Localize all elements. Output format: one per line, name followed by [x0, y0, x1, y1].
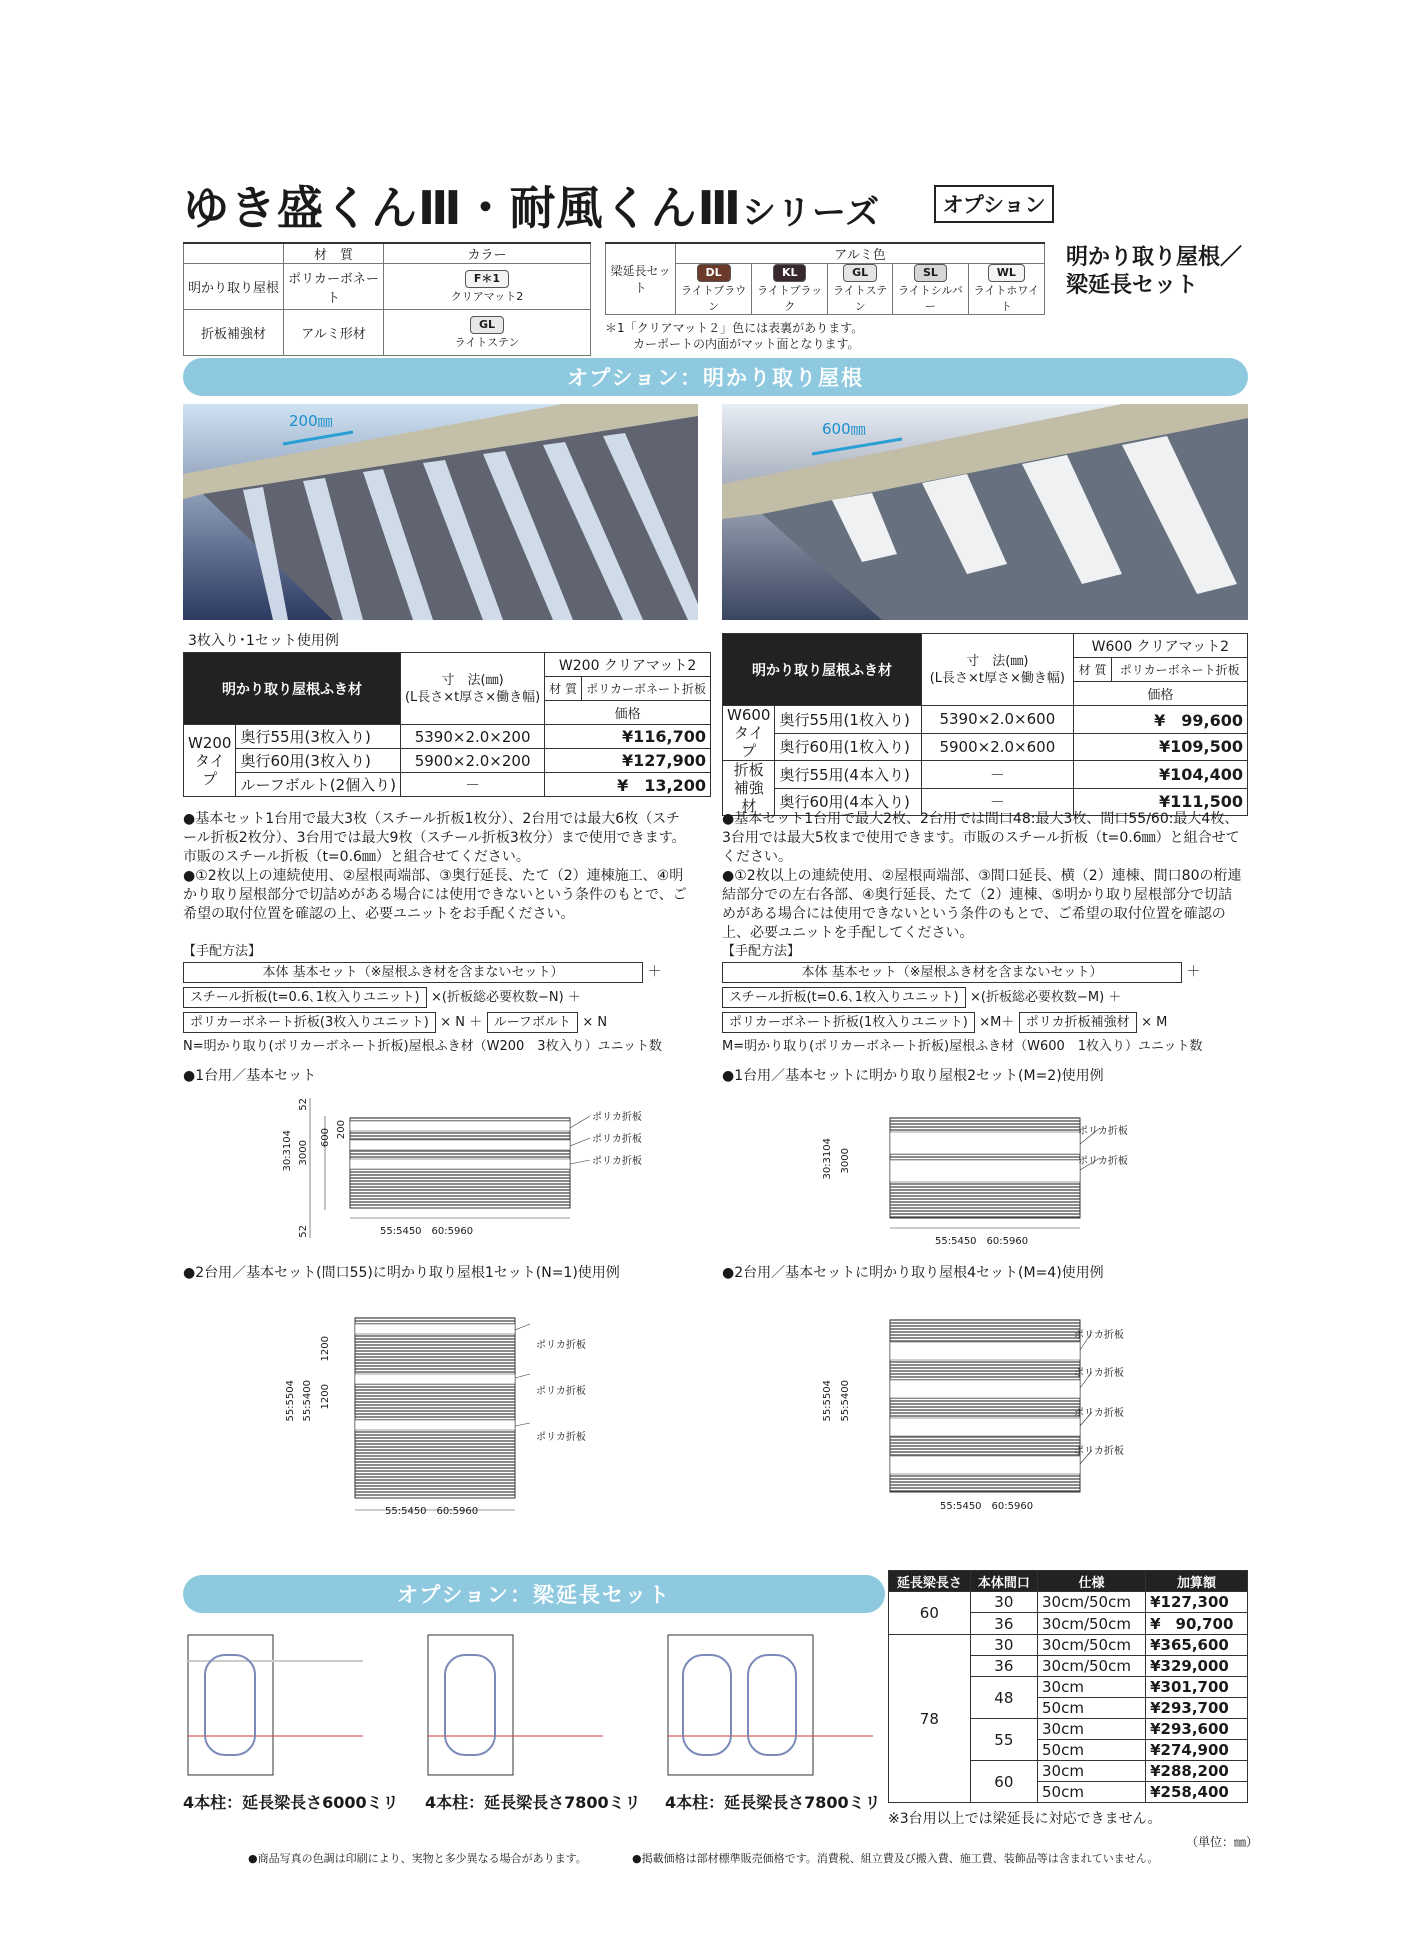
label-200-1: 200: [336, 1120, 347, 1140]
price-table-w600: 明かり取り屋根ふき材 寸 法(㎜) (L長さ×t厚さ×働き幅) W600 クリアマット2 材 質 ポリカーボネート折板 価格 W600タイプ 奥行55用(1枚入り) 5390×2.0×600 ¥ 99,600 奥行60用(1枚入り) 5900×2.0×600 ¥109,500 折板補強材 奥行55用(4本入り) － ¥104,400 奥行60用(4本入り) － ¥111,500: [722, 633, 1248, 816]
label-600-1: 600: [320, 1128, 331, 1148]
color-swatch-kl: KL: [773, 264, 807, 282]
footer-right: ●掲載価格は部材標準販売価格です。消費税、組立費及び搬入費、施工費、装飾品等は含まれていません。: [632, 1852, 1159, 1865]
label-polika-7: ポリカ折板: [536, 1386, 586, 1397]
diagram-right-1: [830, 1088, 1130, 1248]
photo-skylight-w600: [722, 404, 1248, 620]
left-order-method: 【手配方法】 本体 基本セット（※屋根ふき材を含まないセット） ＋ スチール折板(t=0.6､1枚入りユニット) ×(折板総必要枚数−N) ＋ ポリカーボネート折板(3枚入りユニット) × N ＋ ルーフボルト × N N=明かり取り(ポリカーボネート折板)屋根ふき材（W200 3枚入り）ユニット数: [183, 944, 663, 1054]
beam-drawings: [183, 1630, 883, 1780]
label-polika-4: ポリカ折板: [1078, 1126, 1128, 1137]
right-notes: ●基本セット1台用で最大2枚、2台用では間口48:最大3枚、間口55/60:最大4枚、3台用では最大5枚まで使用できます。市販のスチール折板（t=0.6㎜）と組合せてください。 ●①2枚以上の連続使用、②屋根両端部、③間口延長、横（2）連棟、間口80の桁連結部分での左右各部、④奥行延長、たて（2）連棟、⑤明かり取り屋根部分で切詰めがある場合には使用できないという条件のもとで、ご希望の取付位置を確認の上、必要ユニットを手配してください。: [722, 811, 1242, 941]
label-width-1: 55:5450 60:5960: [380, 1226, 474, 1237]
label-height-3: 55:5504: [285, 1380, 296, 1422]
color-swatch-gl: GL: [843, 264, 877, 282]
label-polika-1: ポリカ折板: [592, 1112, 642, 1123]
banner-beam-extension: オプション：梁延長セット: [183, 1575, 885, 1613]
label-polika-10: ポリカ折板: [1074, 1368, 1124, 1379]
label-polika-2: ポリカ折板: [592, 1134, 642, 1145]
diagram-title-left-2: ●2台用／基本セット(間口55)に明かり取り屋根1セット(N=1)使用例: [183, 1265, 620, 1281]
label-polika-11: ポリカ折板: [1074, 1408, 1124, 1419]
label-height-4: 55:5504: [822, 1380, 833, 1422]
label-height-2: 30:3104: [822, 1138, 833, 1180]
beam-color-table: 梁延長セット アルミ色 DL ライトブラウン KL ライトブラック GL ライトステン SL ライトシルバー WL ライトホワイト: [605, 242, 1045, 315]
label-polika-6: ポリカ折板: [536, 1340, 586, 1351]
footer-left: ●商品写真の色調は印刷により、実物と多少異なる場合があります。: [248, 1852, 587, 1865]
label-edge-1a: 52: [298, 1098, 309, 1111]
label-inner-1: 3000: [298, 1140, 309, 1166]
right-order-method: 【手配方法】 本体 基本セット（※屋根ふき材を含まないセット） ＋ スチール折板(t=0.6､1枚入りユニット) ×(折板総必要枚数−M) ＋ ポリカーボネート折板(1枚入りユニット) ×M＋ ポリカ折板補強材 × M M=明かり取り(ポリカーボネート折板)屋根ふき材（W600 1枚入り）ユニット数: [722, 944, 1203, 1054]
label-polika-9: ポリカ折板: [1074, 1330, 1124, 1341]
svg-text:200㎜: 200㎜: [289, 412, 333, 430]
beam-caption-2: 4本柱：延長梁長さ7800ミリ: [425, 1793, 641, 1812]
label-polika-12: ポリカ折板: [1074, 1446, 1124, 1457]
diagram-left-2: [290, 1288, 630, 1528]
label-width-2: 55:5450 60:5960: [935, 1236, 1029, 1247]
label-inner-4: 55:5400: [840, 1380, 851, 1422]
label-edge-1b: 52: [298, 1225, 309, 1238]
label-polika-8: ポリカ折板: [536, 1432, 586, 1443]
diagram-title-right-1: ●1台用／基本セットに明かり取り屋根2セット(M=2)使用例: [722, 1068, 1104, 1084]
price-table-w200: 明かり取り屋根ふき材 寸 法(㎜) (L長さ×t厚さ×働き幅) W200 クリアマット2 材 質 ポリカーボネート折板 価格 W200タイプ 奥行55用(3枚入り) 5390×2.0×200 ¥116,700 奥行60用(3枚入り) 5900×2.0×200 ¥127,900 ルーフボルト(2個入り) － ¥ 13,200: [183, 652, 711, 797]
label-height-1: 30:3104: [282, 1130, 293, 1172]
color-swatch-dl: DL: [697, 264, 731, 282]
beam-price-table: 延長梁長さ 本体間口 仕様 加算額 60 30 30cm/50cm ¥127,300 36 30cm/50cm ¥ 90,700 78 30 30cm/50cm ¥365,600 36 30cm/50cm ¥329,000 48 30cm ¥301,700 50cm ¥293,700 55 30cm ¥293,600 50cm ¥274,900 60 30cm ¥288,200 50cm ¥258,400: [888, 1570, 1248, 1803]
label-polika-3: ポリカ折板: [592, 1156, 642, 1167]
label-inner-2: 3000: [840, 1148, 851, 1174]
beam-caption-1: 4本柱：延長梁長さ6000ミリ: [183, 1793, 399, 1812]
color-note: ＊1「クリアマット２」色には表裏があります。 カーポートの内面がマット面となります。: [605, 321, 864, 351]
svg-text:600㎜: 600㎜: [822, 420, 866, 438]
diagram-title-right-2: ●2台用／基本セットに明かり取り屋根4セット(M=4)使用例: [722, 1265, 1104, 1281]
side-title: 明かり取り屋根／ 梁延長セット: [1066, 245, 1243, 298]
banner-skylight: オプション：明かり取り屋根: [183, 358, 1248, 396]
page-title: ゆき盛くんⅢ・耐風くんⅢシリーズ: [183, 181, 881, 235]
label-1200-2: 1200: [320, 1384, 331, 1410]
photo-skylight-w200: [183, 404, 698, 620]
label-width-4: 55:5450 60:5960: [940, 1501, 1034, 1512]
beam-note: ※3台用以上では梁延長に対応できません。: [888, 1811, 1162, 1827]
option-badge: オプション: [934, 185, 1054, 223]
unit-note: （単位：㎜）: [1186, 1835, 1259, 1849]
left-notes: ●基本セット1台用で最大3枚（スチール折板1枚分）、2台用では最大6枚（スチール折板2枚分）、3台用では最大9枚（スチール折板3枚分）まで使用できます。市販のスチール折板（t=0.6㎜）と組合せてください。 ●①2枚以上の連続使用、②屋根両端部、③奥行延長、たて（2）連棟施工、④明かり取り屋根部分で切詰めがある場合には使用できないという条件のもとで、ご希望の取付位置を確認の上、必要ユニットをお手配ください。: [183, 811, 687, 922]
material-table: 材 質 カラー 明かり取り屋根 ポリカーボネート F＊1 クリアマット2 折板補強材 アルミ形材 GL ライトステン: [183, 242, 591, 356]
label-inner-3: 55:5400: [302, 1380, 313, 1422]
color-swatch-sl: SL: [914, 264, 947, 282]
color-swatch-wl: WL: [988, 264, 1025, 282]
beam-caption-3: 4本柱：延長梁長さ7800ミリ: [665, 1793, 881, 1812]
diagram-title-left-1: ●1台用／基本セット: [183, 1068, 317, 1084]
label-1200-1: 1200: [320, 1336, 331, 1362]
label-polika-5: ポリカ折板: [1078, 1156, 1128, 1167]
left-caption: 3枚入り･1セット使用例: [188, 633, 339, 649]
label-width-3: 55:5450 60:5960: [385, 1506, 479, 1517]
